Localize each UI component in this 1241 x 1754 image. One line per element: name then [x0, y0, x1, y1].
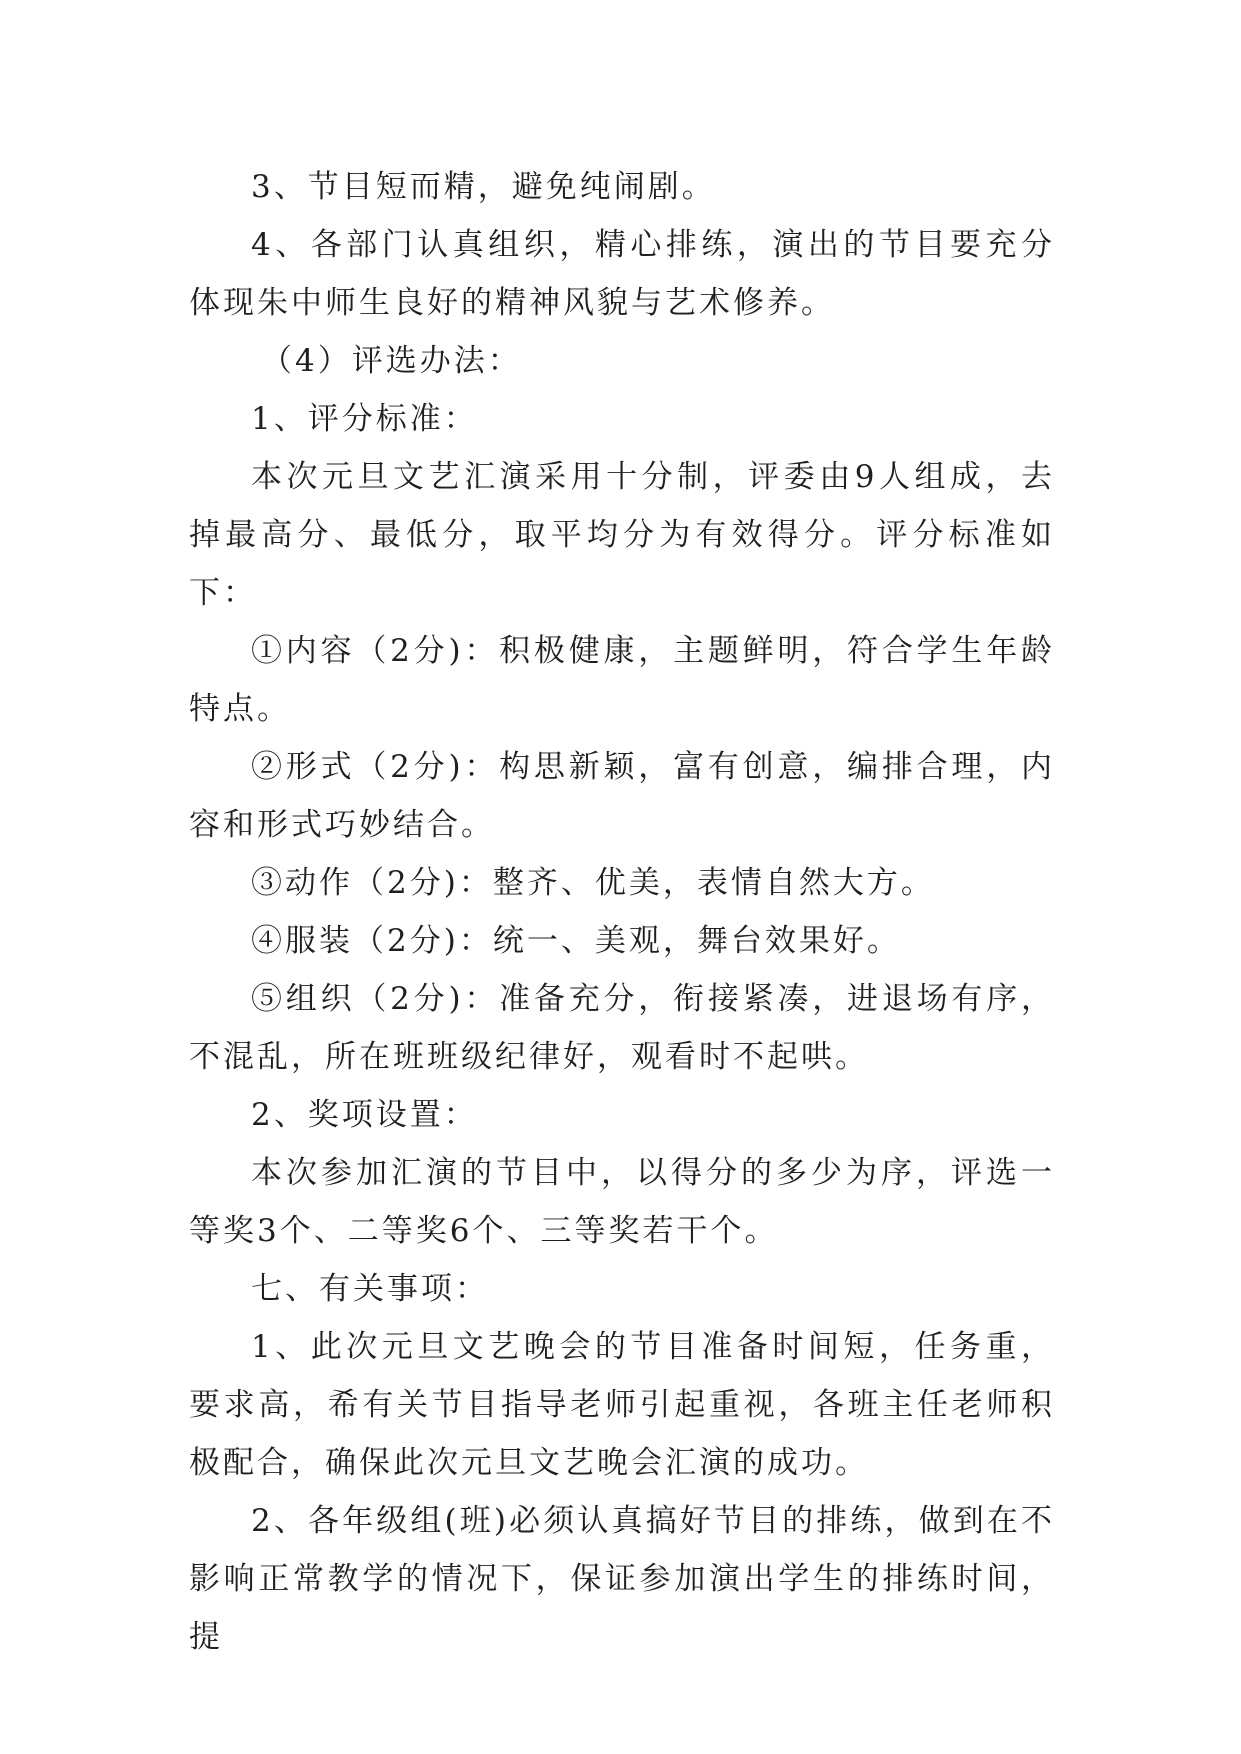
- paragraph-program-requirement-3: 3、节目短而精，避免纯闹剧。: [251, 169, 716, 205]
- paragraph-matter-2: 2、各年级组(班)必须认真搞好节目的排练，做到在不影响正常教学的情况下，保证参加演出学生的排练时间，提: [189, 1503, 1055, 1655]
- subheading-scoring-criteria: 1、评分标准：: [251, 401, 478, 437]
- criterion-movement: ③动作（2分)：整齐、优美，表情自然大方。: [251, 865, 935, 901]
- section-heading-selection-method: （4）评选办法：: [261, 343, 522, 379]
- paragraph-scoring-system: 本次元旦文艺汇演采用十分制，评委由9人组成，去掉最高分、最低分，取平均分为有效得分。评分标准如下：: [189, 459, 1055, 611]
- criterion-costume: ④服装（2分)：统一、美观，舞台效果好。: [251, 923, 901, 959]
- document-body: [189, 158, 1055, 1666]
- paragraph-awards: 本次参加汇演的节目中，以得分的多少为序，评选一等奖3个、二等奖6个、三等奖若干个。: [189, 1155, 1055, 1249]
- section-heading-related-matters: 七、有关事项：: [251, 1271, 489, 1307]
- subheading-awards: 2、奖项设置：: [251, 1097, 478, 1133]
- paragraph-matter-1: 1、此次元旦文艺晚会的节目准备时间短，任务重，要求高，希有关节目指导老师引起重视，各班主任老师积极配合，确保此次元旦文艺晚会汇演的成功。: [189, 1329, 1055, 1481]
- paragraph-program-requirement-4: 4、各部门认真组织，精心排练，演出的节目要充分体现朱中师生良好的精神风貌与艺术修养。: [189, 227, 1055, 321]
- criterion-form: ②形式（2分)：构思新颖，富有创意，编排合理，内容和形式巧妙结合。: [189, 749, 1055, 843]
- criterion-content: ①内容（2分)：积极健康，主题鲜明，符合学生年龄特点。: [189, 633, 1055, 727]
- criterion-organization: ⑤组织（2分)：准备充分，衔接紧凑，进退场有序，不混乱，所在班班级纪律好，观看时不起哄。: [189, 981, 1055, 1075]
